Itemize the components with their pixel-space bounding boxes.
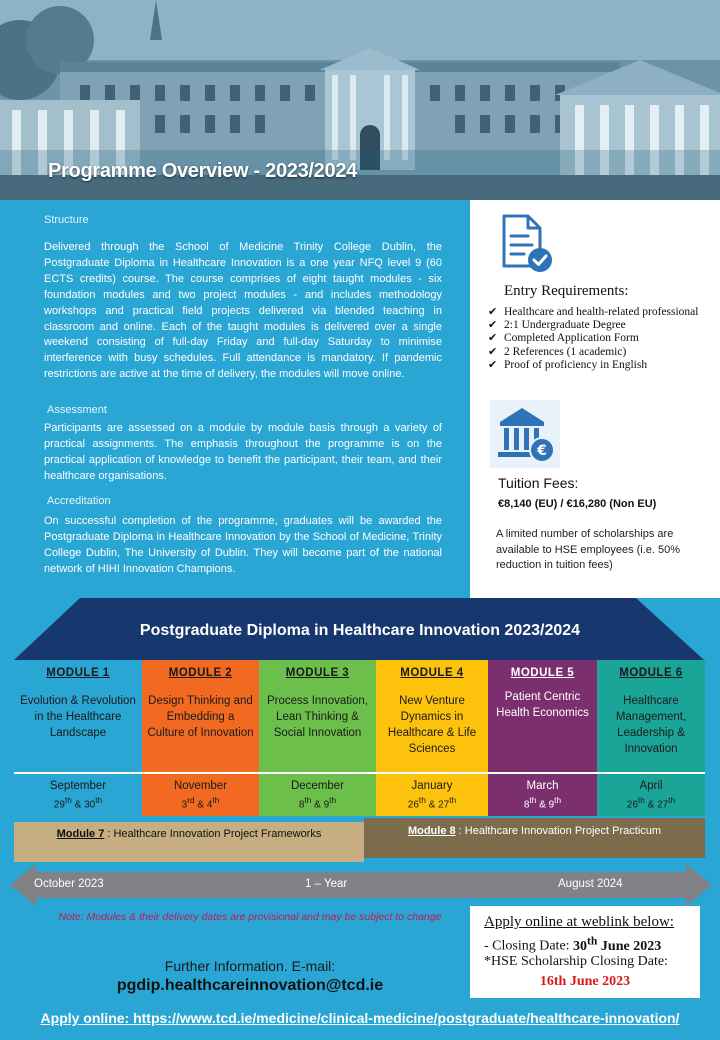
assessment-text: Participants are assessed on a module by module basis through a variety of practical assignments. The emphasis throughout the programme is on the practical application of knowledge to benefit the participant, their team, and their healthcare organisations. — [44, 422, 442, 482]
module-1-dates — [14, 772, 142, 816]
module-date-suffix: th — [304, 795, 312, 805]
module-8-text: : Healthcare Innovation Project Practicum — [455, 825, 662, 837]
accreditation-label: Accreditation — [47, 495, 111, 507]
module-2-name: MODULE 2 — [168, 667, 233, 679]
module-3-month: December — [290, 780, 345, 792]
module-date-suffix: th — [212, 795, 220, 805]
module-date-sep: & — [644, 799, 658, 811]
list-item — [488, 319, 708, 332]
bank-euro-icon — [490, 400, 560, 468]
tuition-fees-title: Tuition Fees: — [498, 475, 579, 491]
module-3-dates — [259, 772, 376, 816]
page-title: Programme Overview - 2023/2024 — [48, 160, 357, 182]
module-date-suffix: th — [449, 795, 457, 805]
structure-label: Structure — [44, 214, 89, 226]
check-icon: ✔ — [488, 345, 498, 358]
module-date-sep: & — [425, 799, 439, 811]
module-1-desc: Evolution & Revolution in the Healthcare Landscape — [20, 695, 136, 739]
further-info-label: Further Information. E-mail: — [164, 958, 336, 974]
module-4-header — [376, 660, 488, 772]
apply-box — [470, 906, 700, 998]
module-date-day: 8 — [298, 799, 305, 811]
check-icon: ✔ — [488, 306, 498, 318]
euro-glyph: € — [537, 443, 547, 459]
module-date-suffix: th — [554, 795, 562, 805]
module-2-month: November — [173, 780, 228, 792]
module-3-desc: Process Innovation, Lean Thinking & Social Innovation — [266, 695, 368, 739]
contact-email-link[interactable]: pgdip.healthcareinnovation@tcd.ie — [116, 977, 384, 994]
module-date-sep: & — [536, 799, 549, 811]
list-item — [488, 359, 708, 372]
module-7-name: Module 7 — [56, 828, 105, 840]
module-date-day: 27 — [438, 799, 450, 811]
module-1-card — [14, 660, 142, 816]
module-date-day: 26 — [407, 799, 419, 811]
check-icon: ✔ — [488, 319, 498, 332]
module-date-day: 9 — [548, 799, 555, 811]
module-date-day: 3 — [181, 799, 188, 811]
module-5-month: March — [526, 780, 559, 792]
entry-requirements-list — [488, 306, 708, 372]
list-item — [488, 332, 708, 345]
module-6-desc: Healthcare Management, Leadership & Innovation — [615, 695, 687, 755]
list-item — [488, 306, 708, 319]
module-8-bar — [364, 818, 705, 858]
entry-requirements-title: Entry Requirements: — [504, 283, 629, 299]
requirements-panel — [470, 200, 720, 598]
entry-requirement-text: Completed Application Form — [504, 332, 639, 345]
module-6-header — [597, 660, 705, 772]
entry-requirement-text: Healthcare and health-related professional — [504, 306, 699, 318]
provisional-note: Note: Modules & their delivery dates are provisional and may be subject to change — [58, 911, 442, 923]
timeline-start: October 2023 — [34, 878, 104, 890]
module-6-name: MODULE 6 — [619, 667, 683, 679]
closing-date — [484, 934, 661, 955]
module-date-sep: & — [311, 799, 324, 811]
closing-date-prefix: - Closing Date: — [484, 938, 574, 954]
module-6-card — [597, 660, 705, 816]
closing-date-day: 30 — [573, 938, 588, 954]
module-date-suffix: th — [418, 795, 426, 805]
list-item — [488, 346, 708, 359]
module-3-header — [259, 660, 376, 772]
module-date-suffix: rd — [187, 795, 195, 805]
assessment-label: Assessment — [47, 404, 107, 416]
module-date-suffix: th — [637, 795, 645, 805]
timeline-duration: 1 – Year — [305, 878, 348, 890]
module-6-month: April — [639, 780, 663, 792]
structure-text: Delivered through the School of Medicine Trinity College Dublin, the Postgraduate Diploma in Healthcare Innovation is a one year NFQ level 9 (60 ECTS credits) course. The course comprises of eight taught modules - six foundation modules and two project modules - and includes methodology workshops and practical field projects delivered via blended teaching in classroom and online. Each of the taught modules is delivered over a single weekend consisting of full-day Friday and full-day Saturday to minimise interference with busy schedules. Full attendance is mandatory. If pandemic restrictions are active at the time of delivery, the modules will move online. — [44, 241, 442, 381]
scholarship-text: A limited number of scholarships are available to HSE employees (i.e. 50% reduction in tuition fees) — [496, 528, 681, 571]
module-2-card — [142, 660, 259, 816]
entry-requirement-text: 2:1 Undergraduate Degree — [504, 319, 626, 332]
module-date-day: 8 — [523, 799, 530, 811]
apply-online-link[interactable]: Apply online: https://www.tcd.ie/medicine/clinical-medicine/postgraduate/healthcare-innovation/ — [40, 1010, 680, 1026]
entry-requirement-text: 2 References (1 academic) — [504, 345, 627, 358]
module-4-name: MODULE 4 — [400, 667, 464, 679]
module-4-dates — [376, 772, 488, 816]
module-date-day: 26 — [626, 799, 638, 811]
check-icon: ✔ — [488, 332, 498, 345]
hse-closing-label: *HSE Scholarship Closing Date: — [484, 954, 668, 969]
closing-date-rest: June 2023 — [597, 938, 662, 954]
module-date-day: 9 — [323, 799, 330, 811]
closing-date-suffix: th — [587, 934, 598, 947]
check-icon: ✔ — [488, 358, 498, 371]
module-1-header — [14, 660, 142, 772]
module-date-suffix: th — [529, 795, 537, 805]
module-date-day: 27 — [657, 799, 669, 811]
module-4-desc: New Venture Dynamics in Healthcare & Life Sciences — [387, 695, 477, 755]
module-5-dates — [488, 772, 597, 816]
document-check-icon — [498, 214, 556, 276]
module-2-desc: Design Thinking and Embedding a Culture of Innovation — [147, 695, 254, 739]
module-date-suffix: th — [329, 795, 337, 805]
module-date-day: 4 — [206, 799, 213, 811]
module-4-card — [376, 660, 488, 816]
module-6-dates — [597, 772, 705, 816]
banner-title: Postgraduate Diploma in Healthcare Innovation 2023/2024 — [139, 622, 581, 639]
module-7-text: : Healthcare Innovation Project Frameworks — [104, 828, 322, 840]
module-date-suffix: th — [64, 795, 72, 805]
module-date-day: 29 — [53, 799, 65, 811]
module-5-name: MODULE 5 — [510, 667, 575, 679]
module-date-sep: & — [71, 799, 85, 811]
module-date-day: 30 — [84, 799, 96, 811]
module-7-bar — [14, 822, 364, 862]
module-date-sep: & — [194, 799, 207, 811]
module-3-name: MODULE 3 — [285, 667, 350, 679]
hse-closing-date: 16th June 2023 — [539, 974, 631, 989]
module-3-card — [259, 660, 376, 816]
module-2-dates — [142, 772, 259, 816]
module-date-suffix: th — [95, 795, 103, 805]
programme-description-panel — [0, 200, 470, 598]
tuition-fees-value: €8,140 (EU) / €16,280 (Non EU) — [498, 498, 657, 510]
module-2-header — [142, 660, 259, 772]
module-1-month: September — [49, 780, 107, 792]
header-photo — [0, 0, 720, 200]
module-1-name: MODULE 1 — [46, 667, 110, 679]
module-8-name: Module 8 — [407, 825, 456, 837]
module-5-desc: Patient Centric Health Economics — [496, 691, 589, 719]
module-5-header — [488, 660, 597, 772]
module-4-month: January — [411, 780, 453, 792]
timeline-end: August 2024 — [558, 878, 623, 890]
entry-requirement-text: Proof of proficiency in English — [504, 358, 648, 371]
module-date-suffix: th — [668, 795, 676, 805]
accreditation-text: On successful completion of the programme, graduates will be awarded the Postgraduate Diploma in Healthcare Innovation by the School of Medicine, Trinity College Dublin, The University of Dublin. They will become part of the national network of HIHI Innovation Champions. — [44, 515, 442, 575]
apply-title: Apply online at weblink below: — [484, 914, 674, 930]
module-5-card — [488, 660, 597, 816]
